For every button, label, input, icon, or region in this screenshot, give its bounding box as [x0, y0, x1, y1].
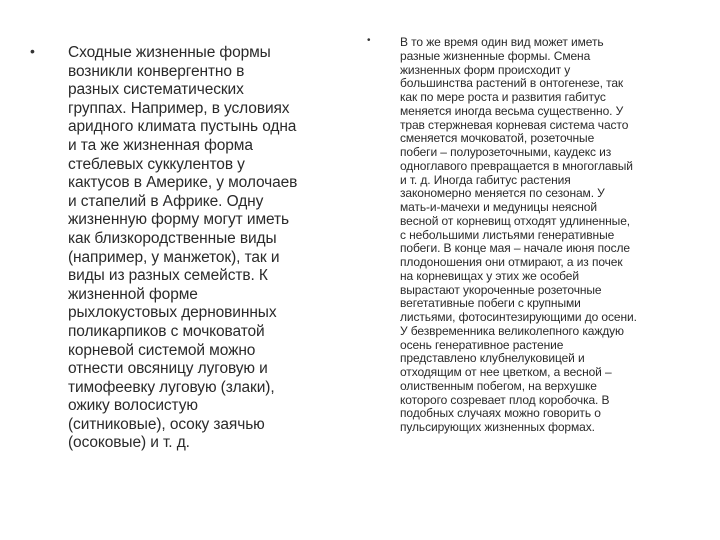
text-line: и та же жизненная форма — [68, 136, 253, 154]
text-line: сменяется мочковатой, розеточные — [400, 131, 595, 146]
text-line: плодоношения они отмирают, а из почек — [400, 255, 623, 269]
text-line: листьями, фотосинтезирующими до осени. — [400, 310, 637, 324]
text-line: закономерно меняется по сезонам. У — [400, 186, 605, 201]
text-line: большинства растений в онтогенезе, так — [400, 76, 624, 91]
right-column — [367, 36, 700, 435]
text-line: поликарпиков с мочковатой — [68, 322, 265, 340]
text-line: одноглавого превращается в многоглавый — [400, 158, 633, 173]
text-line: трав стержневая корневая система часто — [400, 117, 629, 132]
text-line: и стапелий в Африке. Одну — [68, 192, 264, 210]
text-line: осень генеративное растение — [400, 337, 564, 352]
text-line: пульсирующих жизненных формах. — [400, 420, 595, 434]
text-line: корневой системой можно — [68, 341, 256, 359]
text-line: виды из разных семейств. К — [68, 267, 268, 285]
text-line: представлено клубнелуковицей и — [400, 351, 585, 366]
text-line: ожику волосистую — [68, 397, 198, 415]
text-line: стеблевых суккулентов у — [68, 155, 245, 173]
text-line: аридного климата пустынь одна — [68, 118, 297, 136]
text-line: на корневищах у этих же особей — [400, 268, 579, 283]
text-line: с небольшими листьями генеративные — [400, 227, 615, 242]
text-line: меняется иногда весьма существенно. У — [400, 103, 624, 118]
right-paragraph — [400, 36, 700, 435]
text-line: и т. д. Иногда габитус растения — [400, 172, 571, 187]
text-line: рыхлокустовых дерновинных — [68, 304, 277, 322]
text-line: олиственным побегом, на верхушке — [400, 378, 597, 393]
text-line: мать-и-мачехи и медуницы неясной — [400, 200, 597, 214]
text-line: отходящим от нее цветком, а весной – — [400, 365, 612, 379]
text-line: разных систематических — [68, 81, 244, 99]
left-paragraph — [68, 44, 330, 453]
text-line: вырастают укороченные розеточные — [400, 282, 602, 297]
text-line: подобных случаях можно говорить о — [400, 406, 601, 421]
text-line: возникли конвергентно в — [68, 62, 245, 80]
text-line: жизненную форму могут иметь — [68, 211, 289, 229]
text-line: группах. Например, в условиях — [68, 99, 290, 117]
text-line: вегетативные побеги с крупными — [400, 296, 581, 311]
bullet-icon: • — [367, 35, 371, 46]
text-line: побеги – полурозеточными, каудекс из — [400, 145, 612, 159]
text-line: как по мере роста и развития габитус — [400, 90, 606, 104]
text-line: которого созревает плод коробочка. В — [400, 392, 610, 407]
text-line: (осоковые) и т. д. — [68, 434, 190, 452]
text-line: побеги. В конце мая – начале июня после — [400, 241, 630, 256]
text-line: У безвременника великолепного каждую — [400, 323, 624, 338]
text-line: кактусов в Америке, у молочаев — [68, 174, 298, 192]
text-line: (ситниковые), осоку заячью — [68, 415, 265, 433]
text-line: Сходные жизненные формы — [68, 44, 271, 61]
text-line: (например, у манжеток), так и — [68, 248, 280, 266]
text-line: разные жизненные формы. Смена — [400, 48, 591, 63]
text-line: тимофеевку луговую (злаки), — [68, 378, 275, 396]
text-line: как близкородственные виды — [68, 229, 277, 247]
left-column — [30, 44, 330, 453]
text-line: В то же время один вид может иметь — [400, 35, 604, 49]
text-line: весной от корневищ отходят удлиненные, — [400, 213, 631, 228]
bullet-icon: • — [30, 43, 35, 59]
text-line: жизненной форме — [68, 285, 198, 303]
text-line: отнести овсяницу луговую и — [68, 360, 268, 378]
text-line: жизненных форм происходит у — [400, 62, 571, 77]
